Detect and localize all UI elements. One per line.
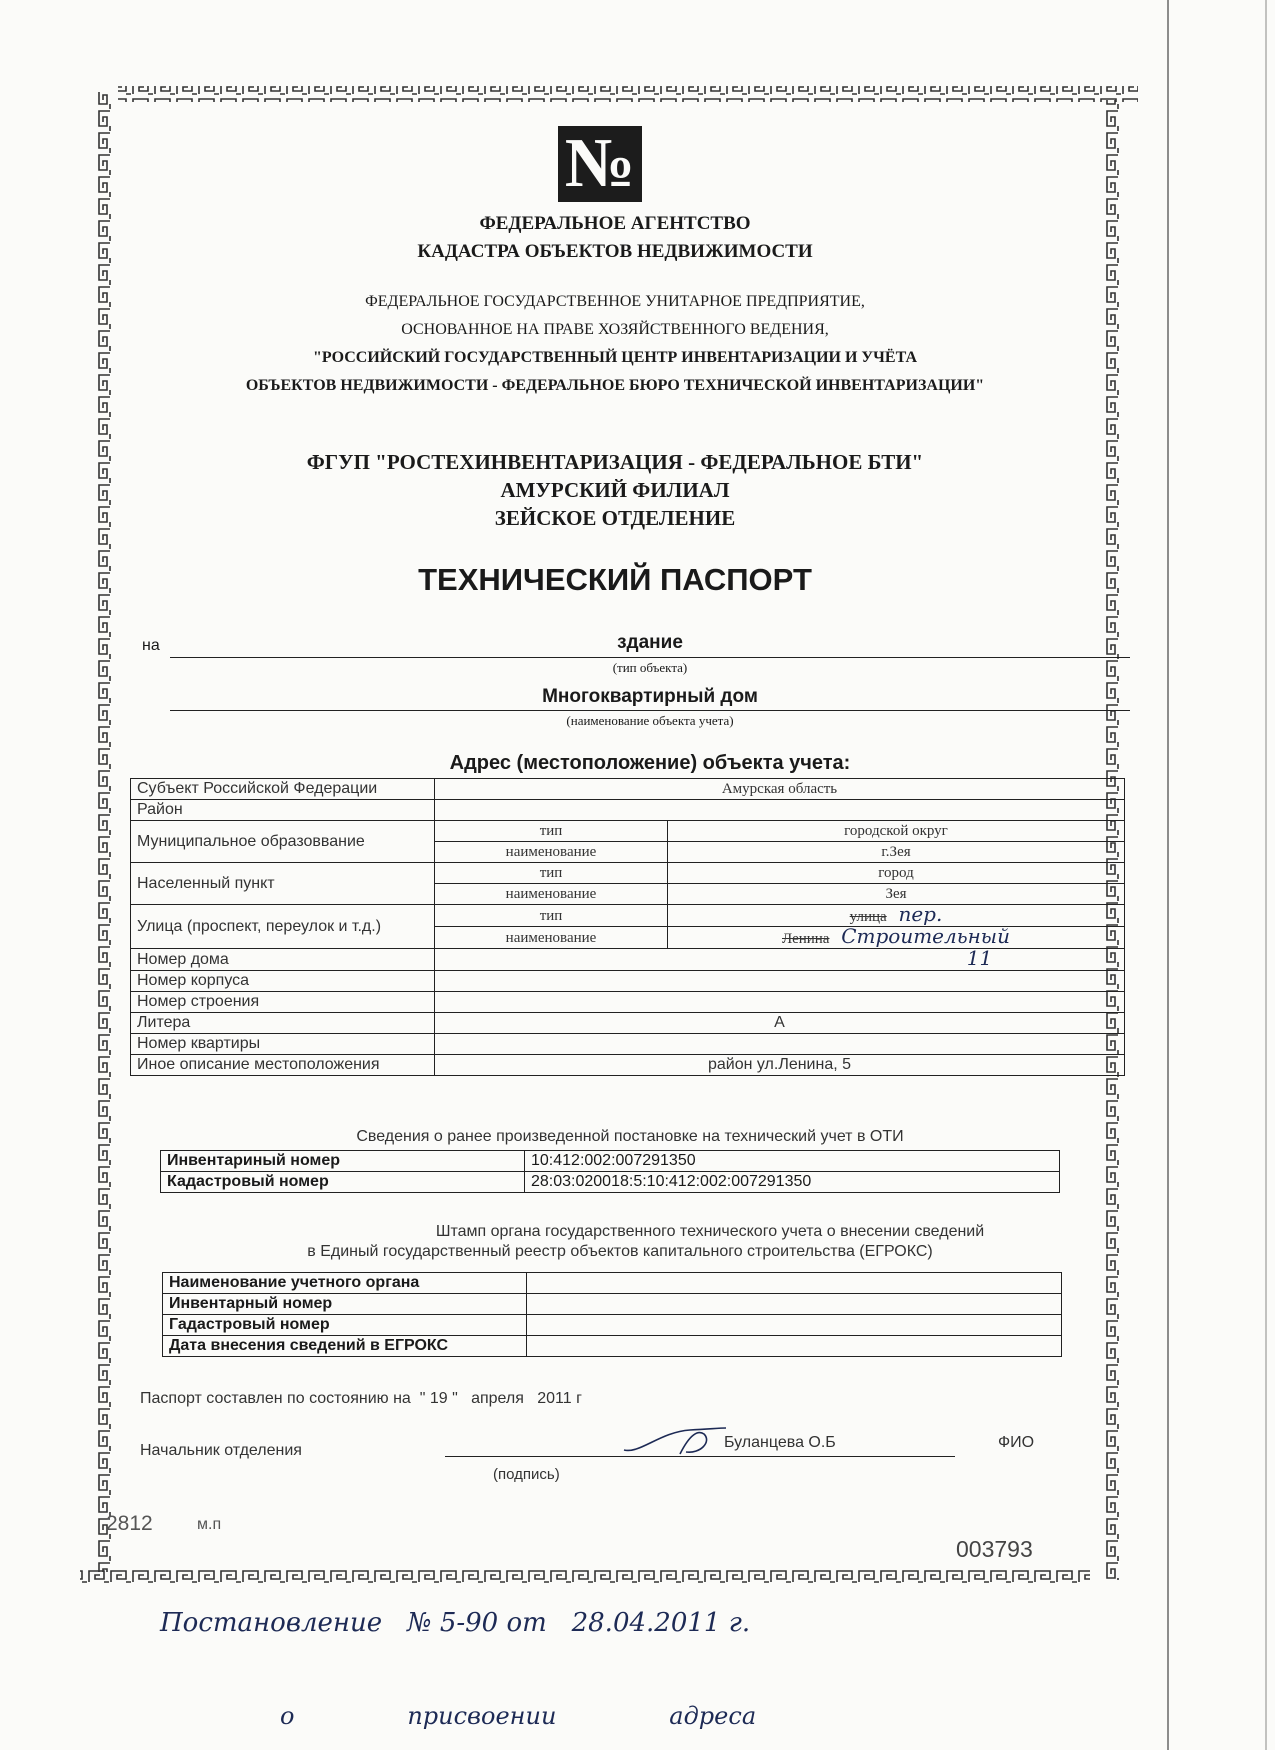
stamp-table xyxy=(162,1272,1062,1357)
stamp-row-2-value xyxy=(527,1294,1062,1315)
enterprise-header xyxy=(0,288,1230,400)
municipal-name-label: наименование xyxy=(435,842,668,863)
enterprise-line-1: ФЕДЕРАЛЬНОЕ ГОСУДАРСТВЕННОЕ УНИТАРНОЕ ПРЕДПРИЯТИЕ, xyxy=(365,293,865,310)
litera-label: Литера xyxy=(131,1013,435,1034)
apartment-label: Номер квартиры xyxy=(131,1034,435,1055)
cadastral-label: Кадастровый номер xyxy=(161,1172,525,1193)
table-row xyxy=(163,1336,1062,1357)
house-handwritten: 11 xyxy=(966,946,993,970)
object-type-value: здание xyxy=(617,632,683,653)
stamp-row-4-label: Дата внесения сведений в ЕГРОКС xyxy=(163,1336,527,1357)
stamp-row-4-value xyxy=(527,1336,1062,1357)
table-row xyxy=(131,992,1125,1013)
enterprise-line-3: "РОССИЙСКИЙ ГОСУДАРСТВЕННЫЙ ЦЕНТР ИНВЕНТАРИЗАЦИИ И УЧЁТА xyxy=(313,349,917,366)
branch-header xyxy=(0,448,1230,532)
signature-icon xyxy=(620,1424,730,1458)
other-value: район ул.Ленина, 5 xyxy=(435,1055,1125,1076)
municipal-type-label: тип xyxy=(435,821,668,842)
structure-value xyxy=(435,992,1125,1013)
object-prefix: на xyxy=(142,637,160,654)
street-name-label: наименование xyxy=(435,927,668,949)
street-type-handwritten: пер. xyxy=(898,902,943,926)
stamp-row-1-value xyxy=(527,1273,1062,1294)
signature-caption: (подпись) xyxy=(493,1466,560,1483)
subject-value: Амурская область xyxy=(435,779,1125,800)
table-row xyxy=(131,779,1125,800)
object-name-value: Многоквартирный дом xyxy=(542,686,758,707)
address-table xyxy=(130,778,1125,1076)
table-row xyxy=(163,1315,1062,1336)
table-row xyxy=(131,1013,1125,1034)
table-row xyxy=(131,863,1125,884)
address-heading: Адрес (местоположение) объекта учета: xyxy=(449,752,851,774)
fio-label: ФИО xyxy=(998,1434,1035,1451)
subject-label: Субъект Российской Федерации xyxy=(131,779,435,800)
table-row xyxy=(131,800,1125,821)
enterprise-line-2: ОСНОВАННОЕ НА ПРАВЕ ХОЗЯЙСТВЕННОГО ВЕДЕНИЯ, xyxy=(401,321,829,338)
branch-line-1: ФГУП "РОСТЕХИНВЕНТАРИЗАЦИЯ - ФЕДЕРАЛЬНОЕ БТИ" xyxy=(306,450,924,474)
object-name-caption: (наименование объекта учета) xyxy=(566,713,734,728)
stamp-heading-line-2: в Единый государственный реестр объектов капитального строительства (ЕГРОКС) xyxy=(307,1243,933,1260)
table-row xyxy=(161,1151,1060,1172)
municipal-type-value: городской округ xyxy=(668,821,1125,842)
agency-line-1: ФЕДЕРАЛЬНОЕ АГЕНТСТВО xyxy=(479,213,751,234)
enterprise-line-4: ОБЪЕКТОВ НЕДВИЖИМОСТИ - ФЕДЕРАЛЬНОЕ БЮРО ТЕХНИЧЕСКОЙ ИНВЕНТАРИЗАЦИИ" xyxy=(245,377,985,394)
prepared-date: Паспорт составлен по состоянию на " 19 " апреля 2011 г xyxy=(140,1390,582,1407)
street-label: Улица (проспект, переулок и т.д.) xyxy=(131,905,435,949)
cadastral-value: 28:03:020018:5:10:412:002:007291350 xyxy=(525,1172,1060,1193)
stamp-row-3-label: Гадастровый номер xyxy=(163,1315,527,1336)
house-value xyxy=(435,946,1125,971)
agency-header xyxy=(0,210,1230,266)
table-row xyxy=(131,949,1125,971)
stamp-heading xyxy=(140,1222,1100,1262)
settlement-type-label: тип xyxy=(435,863,668,884)
other-label: Иное описание местоположения xyxy=(131,1055,435,1076)
table-row xyxy=(131,1055,1125,1076)
table-row xyxy=(131,1034,1125,1055)
stamp-heading-line-1: Штамп органа государственного технического учета о внесении сведений xyxy=(435,1223,985,1240)
branch-line-3: ЗЕЙСКОЕ ОТДЕЛЕНИЕ xyxy=(494,506,736,530)
handwritten-note-line-2: о присвоении адреса xyxy=(280,1702,757,1730)
branch-line-2: АМУРСКИЙ ФИЛИАЛ xyxy=(500,478,730,502)
page-title: ТЕХНИЧЕСКИЙ ПАСПОРТ xyxy=(418,562,812,597)
registration-heading: Сведения о ранее произведенной постановке на технический учет в ОТИ xyxy=(356,1128,904,1145)
settlement-type-value: город xyxy=(668,863,1125,884)
settlement-name-value: Зея xyxy=(668,884,1125,905)
handwritten-note-line-1: Постановление № 5-90 от 28.04.2011 г. xyxy=(160,1608,751,1638)
street-name-value: Ленина xyxy=(782,931,830,947)
table-row xyxy=(163,1273,1062,1294)
stamp-row-1-label: Наименование учетного органа xyxy=(163,1273,527,1294)
table-row xyxy=(131,971,1125,992)
street-type-label: тип xyxy=(435,905,668,927)
head-label: Начальник отделения xyxy=(140,1442,302,1459)
table-row xyxy=(161,1172,1060,1193)
object-type-caption: (тип объекта) xyxy=(612,660,688,675)
street-name-cell xyxy=(668,924,1125,949)
street-type-value: улица xyxy=(849,909,887,925)
table-row xyxy=(163,1294,1062,1315)
seal-place-label: м.п xyxy=(197,1516,222,1533)
structure-label: Номер строения xyxy=(131,992,435,1013)
settlement-name-label: наименование xyxy=(435,884,668,905)
building-label: Номер корпуса xyxy=(131,971,435,992)
code-number: 2812 xyxy=(106,1512,153,1535)
stamp-row-3-value xyxy=(527,1315,1062,1336)
litera-value: А xyxy=(435,1013,1125,1034)
stamp-row-2-label: Инвентарный номер xyxy=(163,1294,527,1315)
agency-line-2: КАДАСТРА ОБЪЕКТОВ НЕДВИЖИМОСТИ xyxy=(417,241,813,262)
district-value xyxy=(435,800,1125,821)
registration-table xyxy=(160,1150,1060,1193)
signer-name: Буланцева О.Б xyxy=(724,1434,836,1451)
building-value xyxy=(435,971,1125,992)
apartment-value xyxy=(435,1034,1125,1055)
street-name-handwritten: Строительный xyxy=(841,924,1010,948)
inventory-value: 10:412:002:007291350 xyxy=(525,1151,1060,1172)
municipal-label: Муниципальное образоввание xyxy=(131,821,435,863)
serial-number: 003793 xyxy=(956,1536,1033,1562)
number-emblem-icon: № xyxy=(558,126,642,202)
settlement-label: Населенный пункт xyxy=(131,863,435,905)
table-row xyxy=(131,821,1125,842)
house-label: Номер дома xyxy=(131,949,435,971)
municipal-name-value: г.Зея xyxy=(668,842,1125,863)
inventory-label: Инвентариный номер xyxy=(161,1151,525,1172)
district-label: Район xyxy=(131,800,435,821)
